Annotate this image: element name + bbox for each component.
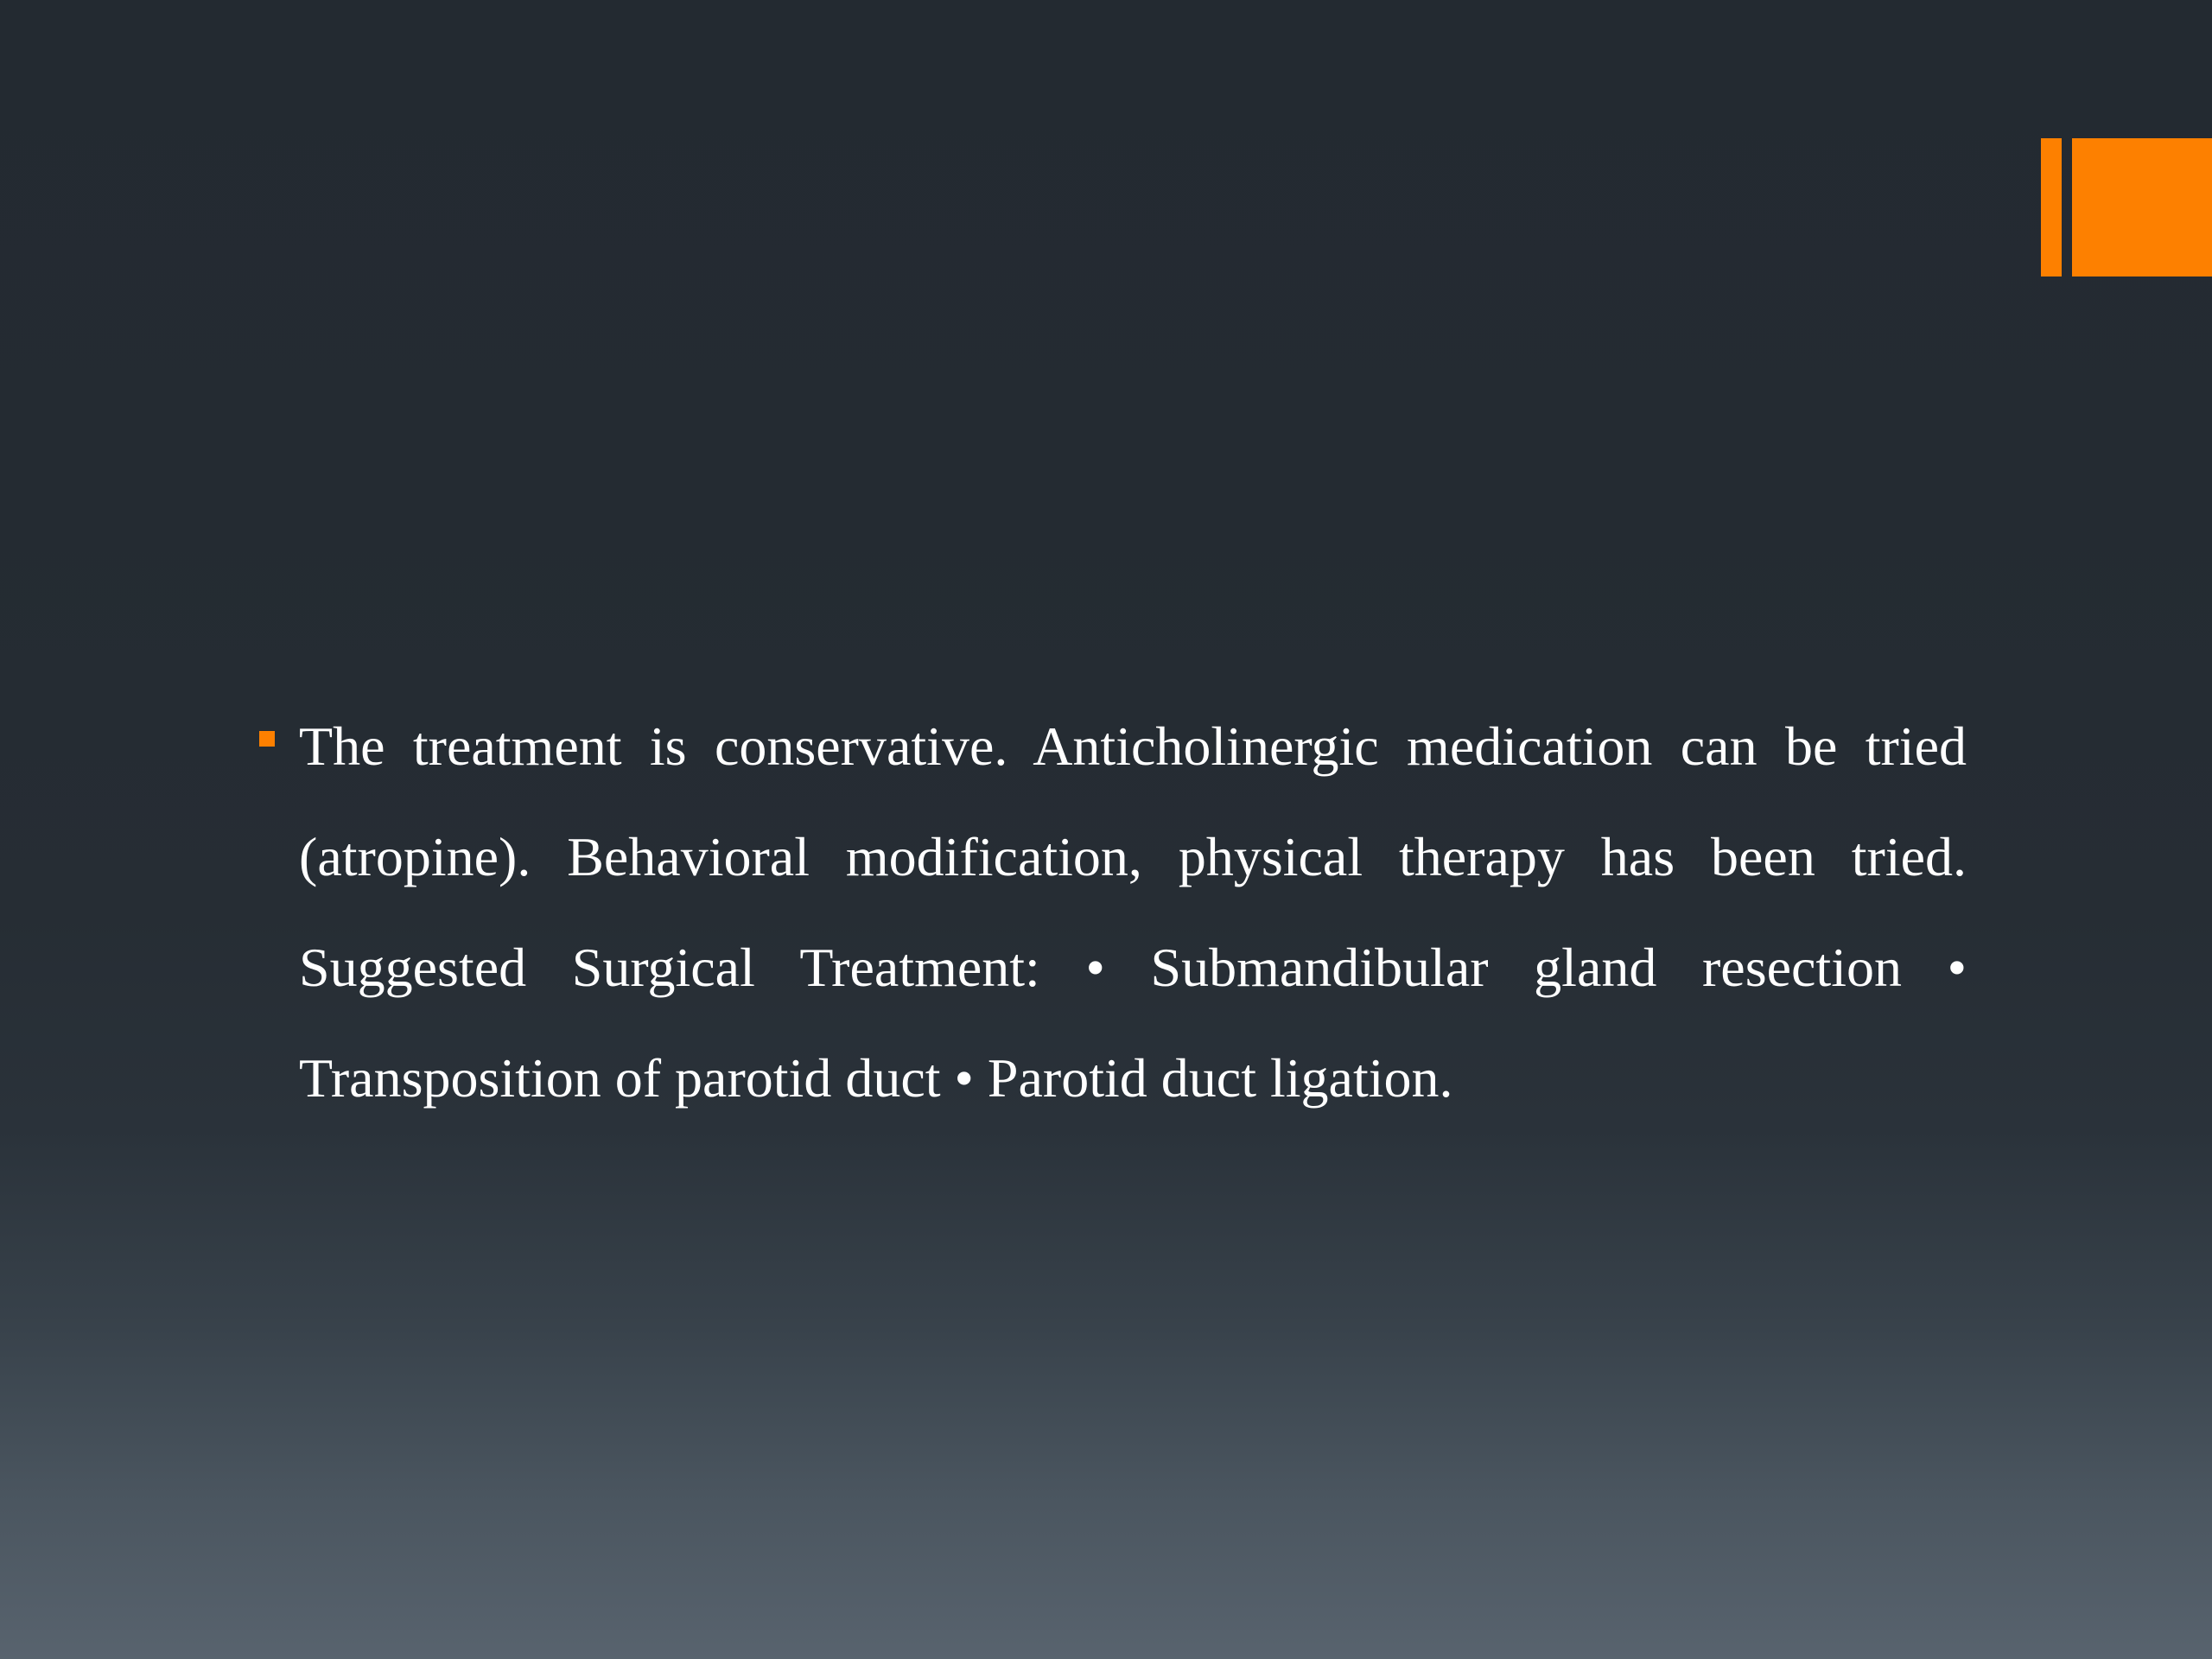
square-bullet-icon [259,731,275,747]
bullet-text: The treatment is conservative. Anticholinergic medication can be tried (atropine). Behavioral modification, physical therapy has been tried. Suggested Surgical Treatment: • Submandibular gland resection • Transposition of parotid duct • Parotid duct ligation. [299,715,1967,1109]
bullet-item [256,691,1967,1134]
slide-content [256,691,1967,1134]
accent-bar-thin [2041,138,2062,276]
accent-bar-block [2072,138,2212,276]
